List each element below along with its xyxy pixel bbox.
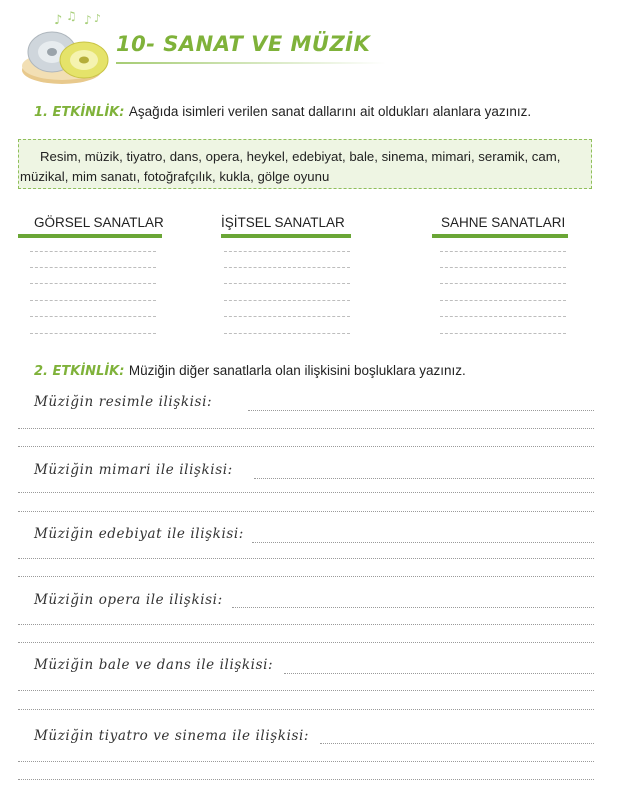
writing-line[interactable]: [252, 542, 594, 543]
svg-text:♪: ♪: [84, 13, 92, 27]
cd-stack-music-notes-icon: [18, 10, 118, 88]
writing-line[interactable]: [18, 624, 594, 625]
answer-line-col1[interactable]: [30, 300, 156, 301]
title-underline: [116, 62, 386, 64]
writing-line[interactable]: [18, 428, 594, 429]
writing-line[interactable]: [254, 478, 594, 479]
prompt-edebiyat: Müziğin edebiyat ile ilişkisi:: [34, 526, 244, 542]
svg-text:♪: ♪: [94, 12, 102, 25]
activity1-instruction: Aşağıda isimleri verilen sanat dallarını ait oldukları alanlara yazınız.: [128, 104, 532, 119]
writing-line[interactable]: [18, 690, 594, 691]
answer-line-col2[interactable]: [224, 300, 350, 301]
writing-line[interactable]: [284, 673, 594, 674]
writing-line[interactable]: [18, 709, 594, 710]
answer-line-col1[interactable]: [30, 251, 156, 252]
writing-line[interactable]: [18, 511, 594, 512]
prompt-bale-dans: Müziğin bale ve dans ile ilişkisi:: [34, 657, 274, 673]
answer-line-col2[interactable]: [224, 251, 350, 252]
writing-line[interactable]: [248, 410, 594, 411]
prompt-resim: Müziğin resimle ilişkisi:: [34, 394, 213, 410]
svg-text:♪: ♪: [54, 13, 63, 28]
activity2-instruction: Müziğin diğer sanatlarla olan ilişkisini boşluklara yazınız.: [128, 363, 466, 378]
svg-text:♫: ♫: [66, 10, 77, 23]
activity2-heading: [34, 362, 466, 380]
answer-line-col3[interactable]: [440, 333, 566, 334]
writing-line[interactable]: [18, 761, 594, 762]
answer-line-col2[interactable]: [224, 333, 350, 334]
writing-line[interactable]: [232, 607, 594, 608]
writing-line[interactable]: [18, 492, 594, 493]
page-title: 10- SANAT VE MÜZİK: [116, 32, 371, 56]
column-underline-sahne: [432, 234, 568, 238]
column-heading-isitsel: İŞİTSEL SANATLAR: [221, 215, 345, 230]
answer-line-col3[interactable]: [440, 316, 566, 317]
column-heading-sahne: SAHNE SANATLARI: [441, 215, 566, 230]
writing-line[interactable]: [18, 642, 594, 643]
answer-line-col1[interactable]: [30, 283, 156, 284]
answer-line-col2[interactable]: [224, 283, 350, 284]
answer-line-col1[interactable]: [30, 316, 156, 317]
writing-line[interactable]: [320, 743, 594, 744]
prompt-mimari: Müziğin mimari ile ilişkisi:: [34, 462, 233, 478]
writing-line[interactable]: [18, 558, 594, 559]
prompt-opera: Müziğin opera ile ilişkisi:: [34, 592, 223, 608]
answer-line-col2[interactable]: [224, 267, 350, 268]
writing-line[interactable]: [18, 576, 594, 577]
column-underline-isitsel: [221, 234, 351, 238]
prompt-tiyatro-sinema: Müziğin tiyatro ve sinema ile ilişkisi:: [34, 728, 310, 744]
activity1-label: 1. ETKİNLİK:: [34, 105, 125, 120]
answer-line-col3[interactable]: [440, 300, 566, 301]
answer-line-col2[interactable]: [224, 316, 350, 317]
writing-line[interactable]: [18, 779, 594, 780]
answer-line-col3[interactable]: [440, 283, 566, 284]
activity2-label: 2. ETKİNLİK:: [34, 364, 125, 379]
answer-line-col1[interactable]: [30, 267, 156, 268]
column-underline-gorsel: [18, 234, 162, 238]
answer-line-col1[interactable]: [30, 333, 156, 334]
writing-line[interactable]: [18, 446, 594, 447]
column-heading-gorsel: GÖRSEL SANATLAR: [34, 215, 164, 230]
answer-line-col3[interactable]: [440, 251, 566, 252]
answer-line-col3[interactable]: [440, 267, 566, 268]
word-bank-text: Resim, müzik, tiyatro, dans, opera, heykel, edebiyat, bale, sinema, mimari, seramik, cam, müzikal, mim sanatı, fotoğrafçılık, kukla, gölge oyunu: [20, 149, 561, 184]
activity1-heading: [34, 103, 531, 121]
